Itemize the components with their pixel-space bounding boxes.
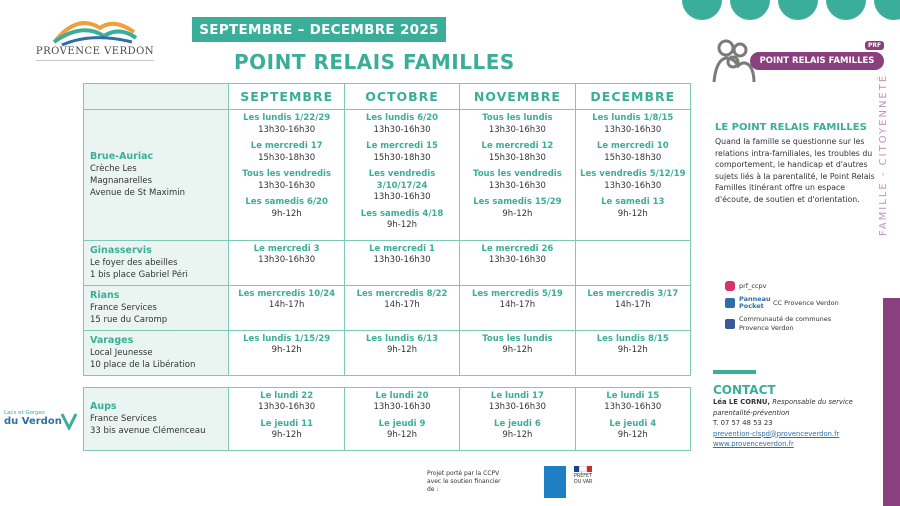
period-banner: SEPTEMBRE – DECEMBRE 2025 <box>192 17 446 42</box>
slot-hours: 13h30-16h30 <box>373 255 431 265</box>
slot-days: Tous les vendredis <box>242 169 332 179</box>
lacs-gorges-verdon-logo <box>4 410 82 440</box>
slot-hours: 13h30-16h30 <box>604 402 662 412</box>
slot-days: Tous les lundis <box>482 113 553 123</box>
contact-person <box>713 397 883 418</box>
slot-days: Les mercredis 5/19 <box>471 288 563 299</box>
location-name: Brue-Auriac <box>90 150 154 162</box>
prf-pill: POINT RELAIS FAMILLES <box>750 52 884 70</box>
slot-days: Le mercredi 26 <box>481 243 554 254</box>
schedule-cell <box>344 285 459 330</box>
location-cell <box>84 110 229 241</box>
schedule-cell <box>344 387 459 450</box>
slot-days: Les lundis 1/15/29 <box>243 333 331 344</box>
dot <box>730 0 770 20</box>
schedule-cell <box>575 110 690 241</box>
location-cell <box>84 285 229 330</box>
slot-hours: 13h30-16h30 <box>604 124 662 135</box>
slot-days: Les lundis 6/20 <box>365 113 439 123</box>
location-address-line: 1 bis place Gabriel Péri <box>90 269 188 280</box>
location-name: Aups <box>90 400 117 412</box>
table-gap-row <box>84 375 691 387</box>
location-address-line: Crèche Les <box>90 163 137 174</box>
slot-days: Les lundis 8/15 <box>596 333 669 344</box>
schedule-cell <box>460 110 575 241</box>
funders-text: Projet porté par la CCPV avec le soutien financier de : <box>427 470 501 493</box>
side-purple-bar <box>883 298 900 506</box>
hills-icon <box>52 12 138 46</box>
slot-days: Les mercredis 10/24 <box>238 288 336 299</box>
schedule-cell <box>344 240 459 285</box>
slot-days: Les vendredis 5/12/19 <box>580 169 686 179</box>
dot <box>778 0 818 20</box>
slot-hours: 13h30-16h30 <box>258 180 316 191</box>
slot-hours: 13h30-16h30 <box>488 124 546 135</box>
org-name: PROVENCE VERDON <box>35 46 155 57</box>
french-flag-icon <box>574 466 592 472</box>
slot-hours: 13h30-16h30 <box>373 192 431 202</box>
slot-hours: 13h30-16h30 <box>488 402 546 412</box>
location-cell <box>84 330 229 375</box>
slot-days: Les vendredis 3/10/17/24 <box>368 169 436 191</box>
schedule-cell <box>575 330 690 375</box>
table-header-row <box>84 84 691 110</box>
schedule-cell <box>229 387 344 450</box>
table-row <box>84 387 691 450</box>
facebook-name: Communauté de communes Provence Verdon <box>739 315 832 332</box>
location-address-line: 33 bis avenue Clémenceau <box>90 425 206 436</box>
panneau-pocket-link[interactable] <box>725 296 875 310</box>
slot-days: Le lundi 20 <box>375 390 429 401</box>
slot-hours: 9h-12h <box>617 345 648 355</box>
slot-hours: 14h-17h <box>268 300 305 310</box>
lgv-line1: Lacs et Gorges <box>4 410 45 416</box>
slot-days: Le mercredi 1 <box>369 243 435 254</box>
prefet-text: PRÉFET DU VAR <box>574 474 593 485</box>
slot-days: Le mercredi 15 <box>366 141 438 151</box>
prefet-logo <box>574 466 600 486</box>
slot-hours: 9h-12h <box>617 208 648 219</box>
slot-hours: 9h-12h <box>271 345 302 355</box>
table-row <box>84 285 691 330</box>
month-header: SEPTEMBRE <box>229 84 344 110</box>
slot-hours: 9h-12h <box>617 430 648 440</box>
schedule-cell <box>460 387 575 450</box>
about-text: Quand la famille se questionne sur les relations intra-familiales, les troubles du comportement, le handicap et d'autres sujets liés à la parentalité, le Point Relais Familles itinérant offre un espace d'écoute, de soutien et d'orientation. <box>715 137 875 204</box>
org-divider <box>36 60 154 63</box>
dot <box>826 0 866 20</box>
contact-email[interactable]: prevention-clspd@provenceverdon.fr <box>713 429 840 438</box>
slot-hours: 13h30-16h30 <box>258 402 316 412</box>
provence-verdon-logo <box>30 12 160 68</box>
schedule-cell <box>344 110 459 241</box>
prf-logo <box>710 36 885 88</box>
slot-hours: 13h30-16h30 <box>373 124 431 135</box>
lgv-line2: du Verdon <box>4 416 62 427</box>
schedule-cell <box>575 387 690 450</box>
slot-hours: 9h-12h <box>271 208 302 219</box>
location-address-line: Local Jeunesse <box>90 347 153 358</box>
slot-hours: 14h-17h <box>384 300 420 310</box>
slot-hours: 9h-12h <box>502 430 533 440</box>
about-section <box>715 121 875 205</box>
page-title: POINT RELAIS FAMILLES <box>234 50 515 74</box>
schedule-table <box>83 83 691 451</box>
slot-hours: 15h30-18h30 <box>373 152 431 163</box>
decorative-dots <box>682 0 900 20</box>
pocket-name: CC Provence Verdon <box>773 299 839 307</box>
instagram-handle: prf_ccpv <box>739 282 767 290</box>
slot-days: Les samedis 4/18 <box>360 208 444 219</box>
prf-badge: PRF <box>865 41 884 50</box>
slot-days: Les lundis 6/13 <box>365 333 439 344</box>
location-cell <box>84 240 229 285</box>
schedule-cell <box>460 285 575 330</box>
slot-hours: 15h30-18h30 <box>488 152 546 163</box>
contact-name: Léa LE CORNU, <box>713 398 771 406</box>
slot-hours: 13h30-16h30 <box>604 180 662 191</box>
location-name: Varages <box>90 334 134 346</box>
slot-days: Le samedi 13 <box>601 197 665 207</box>
schedule-cell <box>460 240 575 285</box>
dot <box>874 0 900 20</box>
slot-hours: 13h30-16h30 <box>258 124 316 135</box>
panneau-pocket-icon <box>725 298 735 308</box>
side-label: FAMILLE - CITOYENNETÉ <box>878 73 889 236</box>
slot-hours: 15h30-18h30 <box>604 152 662 163</box>
slot-hours: 9h-12h <box>271 430 302 440</box>
facebook-link[interactable] <box>725 315 875 333</box>
slot-days: Les mercredis 3/17 <box>587 288 679 299</box>
location-address-line: Le foyer des abeilles <box>90 257 178 268</box>
location-cell <box>84 387 229 450</box>
slot-days: Les samedis 15/29 <box>473 197 562 207</box>
slot-days: Le mercredi 12 <box>481 141 554 151</box>
slot-hours: 9h-12h <box>386 430 418 440</box>
month-header: NOVEMBRE <box>460 84 575 110</box>
about-title: LE POINT RELAIS FAMILLES <box>715 122 867 133</box>
slot-hours: 13h30-16h30 <box>488 255 546 265</box>
schedule-cell <box>229 285 344 330</box>
table-row <box>84 240 691 285</box>
schedule-cell <box>575 285 690 330</box>
location-address-line: 10 place de la Libération <box>90 359 196 370</box>
slot-days: Les lundis 1/22/29 <box>243 113 331 123</box>
schedule-cell <box>229 240 344 285</box>
schedule-cell <box>229 110 344 241</box>
slot-hours: 9h-12h <box>386 345 418 355</box>
slot-days: Le mercredi 17 <box>250 141 323 151</box>
slot-days: Le jeudi 9 <box>378 418 426 429</box>
schedule-cell <box>575 240 690 285</box>
schedule-cell <box>460 330 575 375</box>
table-row <box>84 330 691 375</box>
contact-website[interactable]: www.provenceverdon.fr <box>713 440 794 448</box>
contact-section <box>713 383 883 450</box>
pocket-label: Panneau Pocket <box>739 295 771 310</box>
caf-logo <box>544 466 566 498</box>
location-name: Ginasservis <box>90 244 152 256</box>
slot-days: Les mercredis 8/22 <box>356 288 448 299</box>
slot-hours: 13h30-16h30 <box>373 402 431 412</box>
dot <box>682 0 722 20</box>
instagram-link[interactable] <box>725 281 875 291</box>
slot-days: Le lundi 17 <box>490 390 544 401</box>
slot-hours: 13h30-16h30 <box>258 255 316 265</box>
facebook-icon <box>725 319 735 329</box>
slot-hours: 14h-17h <box>499 300 536 310</box>
table-row <box>84 110 691 241</box>
slot-days: Les samedis 6/20 <box>245 197 328 207</box>
slot-days: Le lundi 22 <box>260 390 314 401</box>
schedule-cell <box>344 330 459 375</box>
corner-cell <box>84 84 229 110</box>
slot-days: Tous les lundis <box>482 333 553 344</box>
contact-role: Responsable du service parentalité-prévention <box>713 398 853 417</box>
location-address-line: France Services <box>90 302 157 313</box>
location-address-line: Magnanarelles <box>90 175 153 186</box>
slot-hours: 9h-12h <box>502 345 533 355</box>
slot-days: Tous les vendredis <box>473 169 562 179</box>
slot-hours: 14h-17h <box>615 300 651 310</box>
location-name: Rians <box>90 289 120 301</box>
slot-hours: 9h-12h <box>386 220 418 230</box>
location-address-line: Avenue de St Maximin <box>90 187 186 198</box>
contact-title: CONTACT <box>713 383 776 397</box>
verdon-v-icon <box>60 412 78 430</box>
schedule-cell <box>229 330 344 375</box>
slot-days: Le mercredi 10 <box>596 141 669 151</box>
slot-days: Les lundis 1/8/15 <box>592 113 674 123</box>
location-address-line: 15 rue du Caromp <box>90 314 168 325</box>
schedule-body <box>84 110 691 451</box>
contact-phone[interactable]: T. 07 57 48 53 23 <box>713 419 773 427</box>
month-header: DECEMBRE <box>575 84 690 110</box>
slot-hours: 15h30-18h30 <box>258 152 316 163</box>
instagram-icon <box>725 281 735 291</box>
slot-days: Le mercredi 3 <box>253 243 320 254</box>
location-address-line: France Services <box>90 413 157 424</box>
social-links <box>725 281 875 338</box>
month-header: OCTOBRE <box>344 84 459 110</box>
slot-hours: 13h30-16h30 <box>488 180 546 191</box>
slot-hours: 9h-12h <box>502 208 533 219</box>
slot-days: Le lundi 15 <box>606 390 660 401</box>
slot-days: Le jeudi 11 <box>260 418 313 429</box>
slot-days: Le jeudi 4 <box>609 418 657 429</box>
contact-divider <box>713 370 756 374</box>
slot-days: Le jeudi 6 <box>494 418 541 429</box>
